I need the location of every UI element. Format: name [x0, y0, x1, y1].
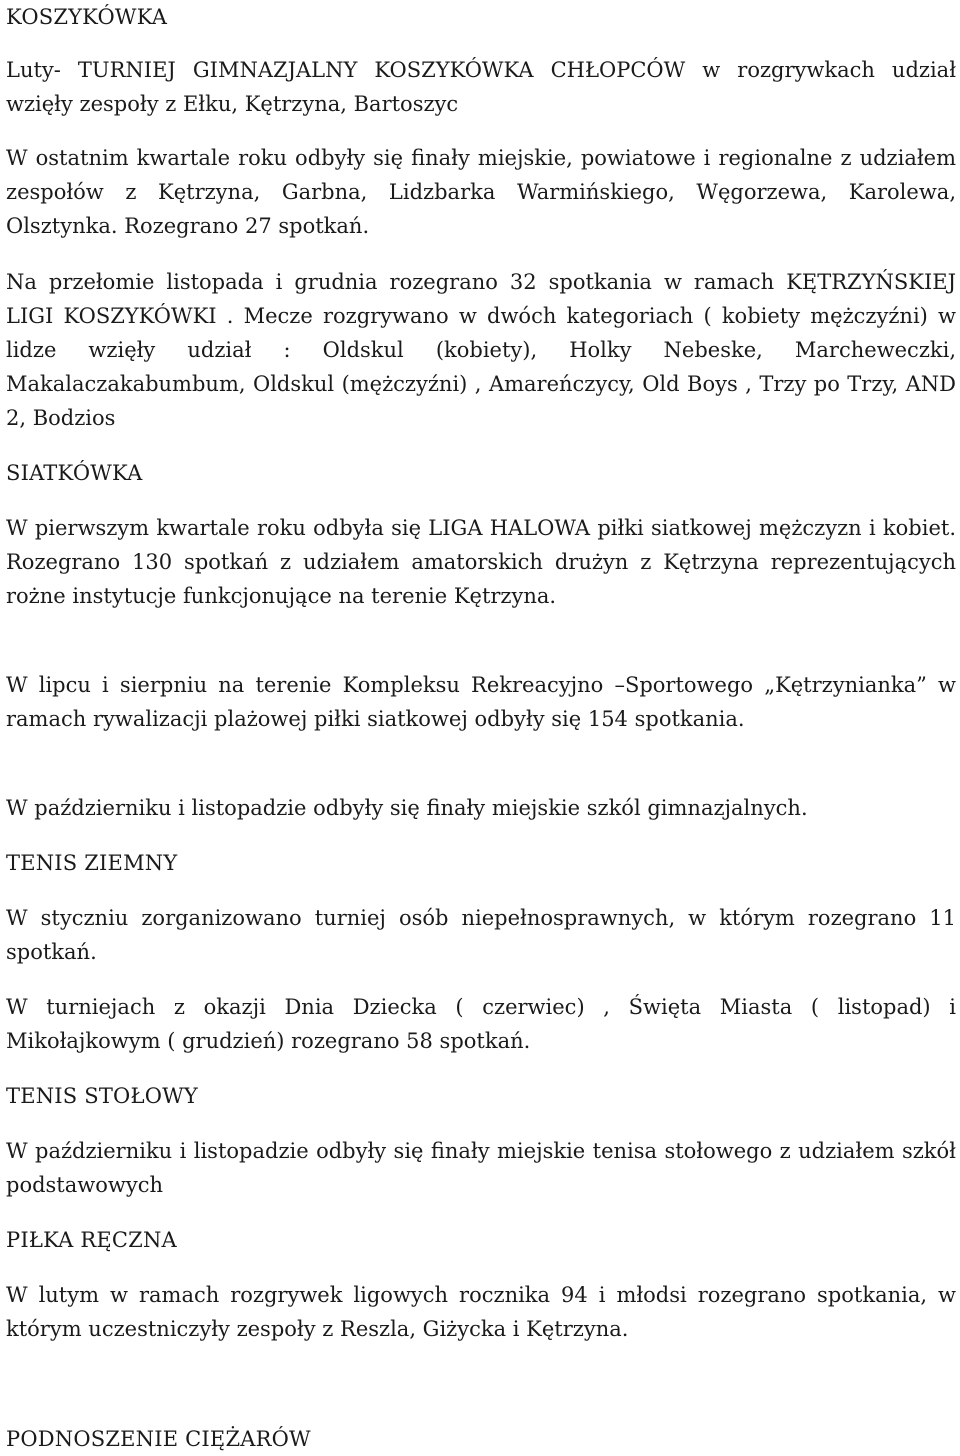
section-tenis-ziemny — [6, 846, 956, 880]
section-heading: PIŁKA RĘCZNA — [6, 1228, 177, 1252]
section-heading: TENIS ZIEMNY — [6, 851, 178, 875]
paragraph-block — [6, 265, 956, 435]
paragraph-block — [6, 791, 956, 825]
paragraph: W styczniu zorganizowano turniej osób niepełnosprawnych, w którym rozegrano 11 spotkań. — [6, 906, 956, 964]
paragraph-block — [6, 668, 956, 736]
section-heading: PODNOSZENIE CIĘŻARÓW — [6, 1427, 311, 1451]
paragraph: W ostatnim kwartale roku odbyły się finały miejskie, powiatowe i regionalne z udziałem zespołów z Kętrzyna, Garbna, Lidzbarka Warmińskiego, Węgorzewa, Karolewa, Olsztynka. Rozegrano 27 spotkań. — [6, 146, 956, 238]
paragraph: W lipcu i sierpniu na terenie Kompleksu Rekreacyjno –Sportowego „Kętrzynianka” w ramach rywalizacji plażowej piłki siatkowej odbyły się 154 spotkania. — [6, 673, 956, 731]
section-siatkowka — [6, 456, 956, 490]
section-tenis-stolowy — [6, 1079, 956, 1113]
paragraph-block — [6, 141, 956, 243]
section-podnoszenie-ciezarow — [6, 1422, 956, 1456]
paragraph: Luty- TURNIEJ GIMNAZJALNY KOSZYKÓWKA CHŁOPCÓW w rozgrywkach udział wzięły zespoły z Ełku, Kętrzyna, Bartoszyc — [6, 58, 956, 116]
section-koszykowka — [6, 0, 956, 34]
paragraph-block — [6, 1134, 956, 1202]
paragraph: Na przełomie listopada i grudnia rozegrano 32 spotkania w ramach KĘTRZYŃSKIEJ LIGI KOSZYKÓWKI . Mecze rozgrywano w dwóch kategoriach ( kobiety mężczyźni) w lidze wzięły udział : Oldskul (kobiety), Holky Nebeske, Marcheweczki, Makalaczakabumbum, Oldskul (mężczyźni) , Amareńczycy, Old Boys , Trzy po Trzy, AND 2, Bodzios — [6, 270, 956, 430]
paragraph-block — [6, 511, 956, 613]
paragraph-block — [6, 990, 956, 1058]
paragraph: W lutym w ramach rozgrywek ligowych rocznika 94 i młodsi rozegrano spotkania, w którym uczestniczyły zespoły z Reszla, Giżycka i Kętrzyna. — [6, 1283, 956, 1341]
section-heading: KOSZYKÓWKA — [6, 5, 168, 29]
paragraph: W pierwszym kwartale roku odbyła się LIGA HALOWA piłki siatkowej mężczyzn i kobiet. Rozegrano 130 spotkań z udziałem amatorskich drużyn z Kętrzyna reprezentujących rożne instytucje funkcjonujące na terenie Kętrzyna. — [6, 516, 956, 608]
paragraph-block — [6, 901, 956, 969]
paragraph: W październiku i listopadzie odbyły się finały miejskie tenisa stołowego z udziałem szkół podstawowych — [6, 1139, 956, 1197]
paragraph-block — [6, 53, 956, 121]
paragraph: W październiku i listopadzie odbyły się finały miejskie szkól gimnazjalnych. — [6, 796, 808, 820]
section-heading: SIATKÓWKA — [6, 461, 143, 485]
paragraph-block — [6, 1278, 956, 1346]
section-heading: TENIS STOŁOWY — [6, 1084, 198, 1108]
section-pilka-reczna — [6, 1223, 956, 1257]
paragraph: W turniejach z okazji Dnia Dziecka ( czerwiec) , Święta Miasta ( listopad) i Mikołajkowym ( grudzień) rozegrano 58 spotkań. — [6, 995, 956, 1053]
